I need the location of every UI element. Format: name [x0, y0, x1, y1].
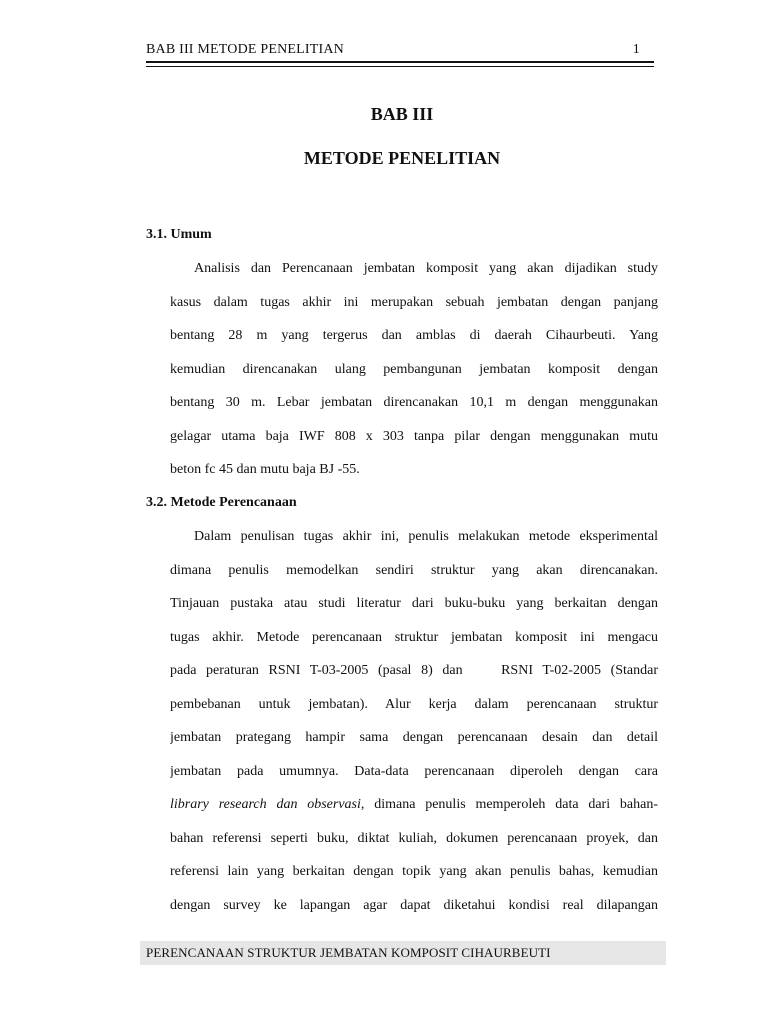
- paragraph-line: beton fc 45 dan mutu baja BJ -55.: [170, 462, 360, 477]
- paragraph-line: kemudian direncanakan ulang pembangunan jembatan komposit dengan: [170, 361, 658, 377]
- paragraph-line: Dalam penulisan tugas akhir ini, penulis melakukan metode eksperimental: [194, 529, 658, 544]
- page-number: 1: [632, 42, 640, 57]
- italic-phrase: library research dan observasi: [170, 797, 361, 812]
- paragraph-line: pembebanan untuk jembatan). Alur kerja dalam perencanaan struktur: [170, 696, 658, 712]
- paragraph-line: jembatan prategang hampir sama dengan perencanaan desain dan detail: [170, 730, 658, 745]
- running-header: [146, 42, 640, 58]
- paragraph-line: gelagar utama baja IWF 808 x 303 tanpa pilar dengan menggunakan mutu: [170, 428, 658, 444]
- paragraph-line: dengan survey ke lapangan agar dapat diketahui kondisi real dilapangan: [170, 897, 658, 913]
- chapter-number: BAB III: [370, 104, 434, 124]
- paragraph-line: jembatan pada umumnya. Data-data perencanaan diperoleh dengan cara: [170, 763, 658, 779]
- paragraph-line: bentang 30 m. Lebar jembatan direncanakan 10,1 m dengan menggunakan: [170, 395, 658, 410]
- header-rule-thick: [146, 61, 654, 63]
- section-heading-umum: 3.1. Umum: [146, 227, 212, 242]
- section-body-metode-perencanaan: [170, 520, 658, 922]
- section-heading-metode-perencanaan: 3.2. Metode Perencanaan: [146, 495, 297, 510]
- header-rule-thin: [146, 66, 654, 67]
- paragraph-line: dimana penulis memodelkan sendiri struktur yang akan direncanakan.: [170, 562, 658, 578]
- header-title: BAB III METODE PENELITIAN: [146, 42, 344, 57]
- paragraph-line: tugas akhir. Metode perencanaan struktur jembatan komposit ini mengacu: [170, 629, 658, 645]
- running-footer: PERENCANAAN STRUKTUR JEMBATAN KOMPOSIT CIHAURBEUTI: [140, 941, 666, 965]
- paragraph-line: bentang 28 m yang tergerus dan amblas di daerah Cihaurbeuti. Yang: [170, 328, 658, 343]
- paragraph-line: bahan referensi seperti buku, diktat kuliah, dokumen perencanaan proyek, dan: [170, 830, 658, 846]
- section-body-umum: [170, 252, 658, 487]
- paragraph-line-with-italic: [170, 788, 658, 822]
- paragraph-line: referensi lain yang berkaitan dengan topik yang akan penulis bahas, kemudian: [170, 864, 658, 879]
- paragraph-line: Tinjauan pustaka atau studi literatur dari buku-buku yang berkaitan dengan: [170, 596, 658, 611]
- chapter-title: METODE PENELITIAN: [303, 148, 501, 168]
- paragraph-line: kasus dalam tugas akhir ini merupakan sebuah jembatan dengan panjang: [170, 294, 658, 310]
- paragraph-line: pada peraturan RSNI T-03-2005 (pasal 8) dan RSNI T-02-2005 (Standar: [170, 663, 658, 678]
- italic-line-rest: , dimana penulis memperoleh data dari bahan-: [360, 797, 658, 812]
- paragraph-line: Analisis dan Perencanaan jembatan komposit yang akan dijadikan study: [194, 261, 658, 276]
